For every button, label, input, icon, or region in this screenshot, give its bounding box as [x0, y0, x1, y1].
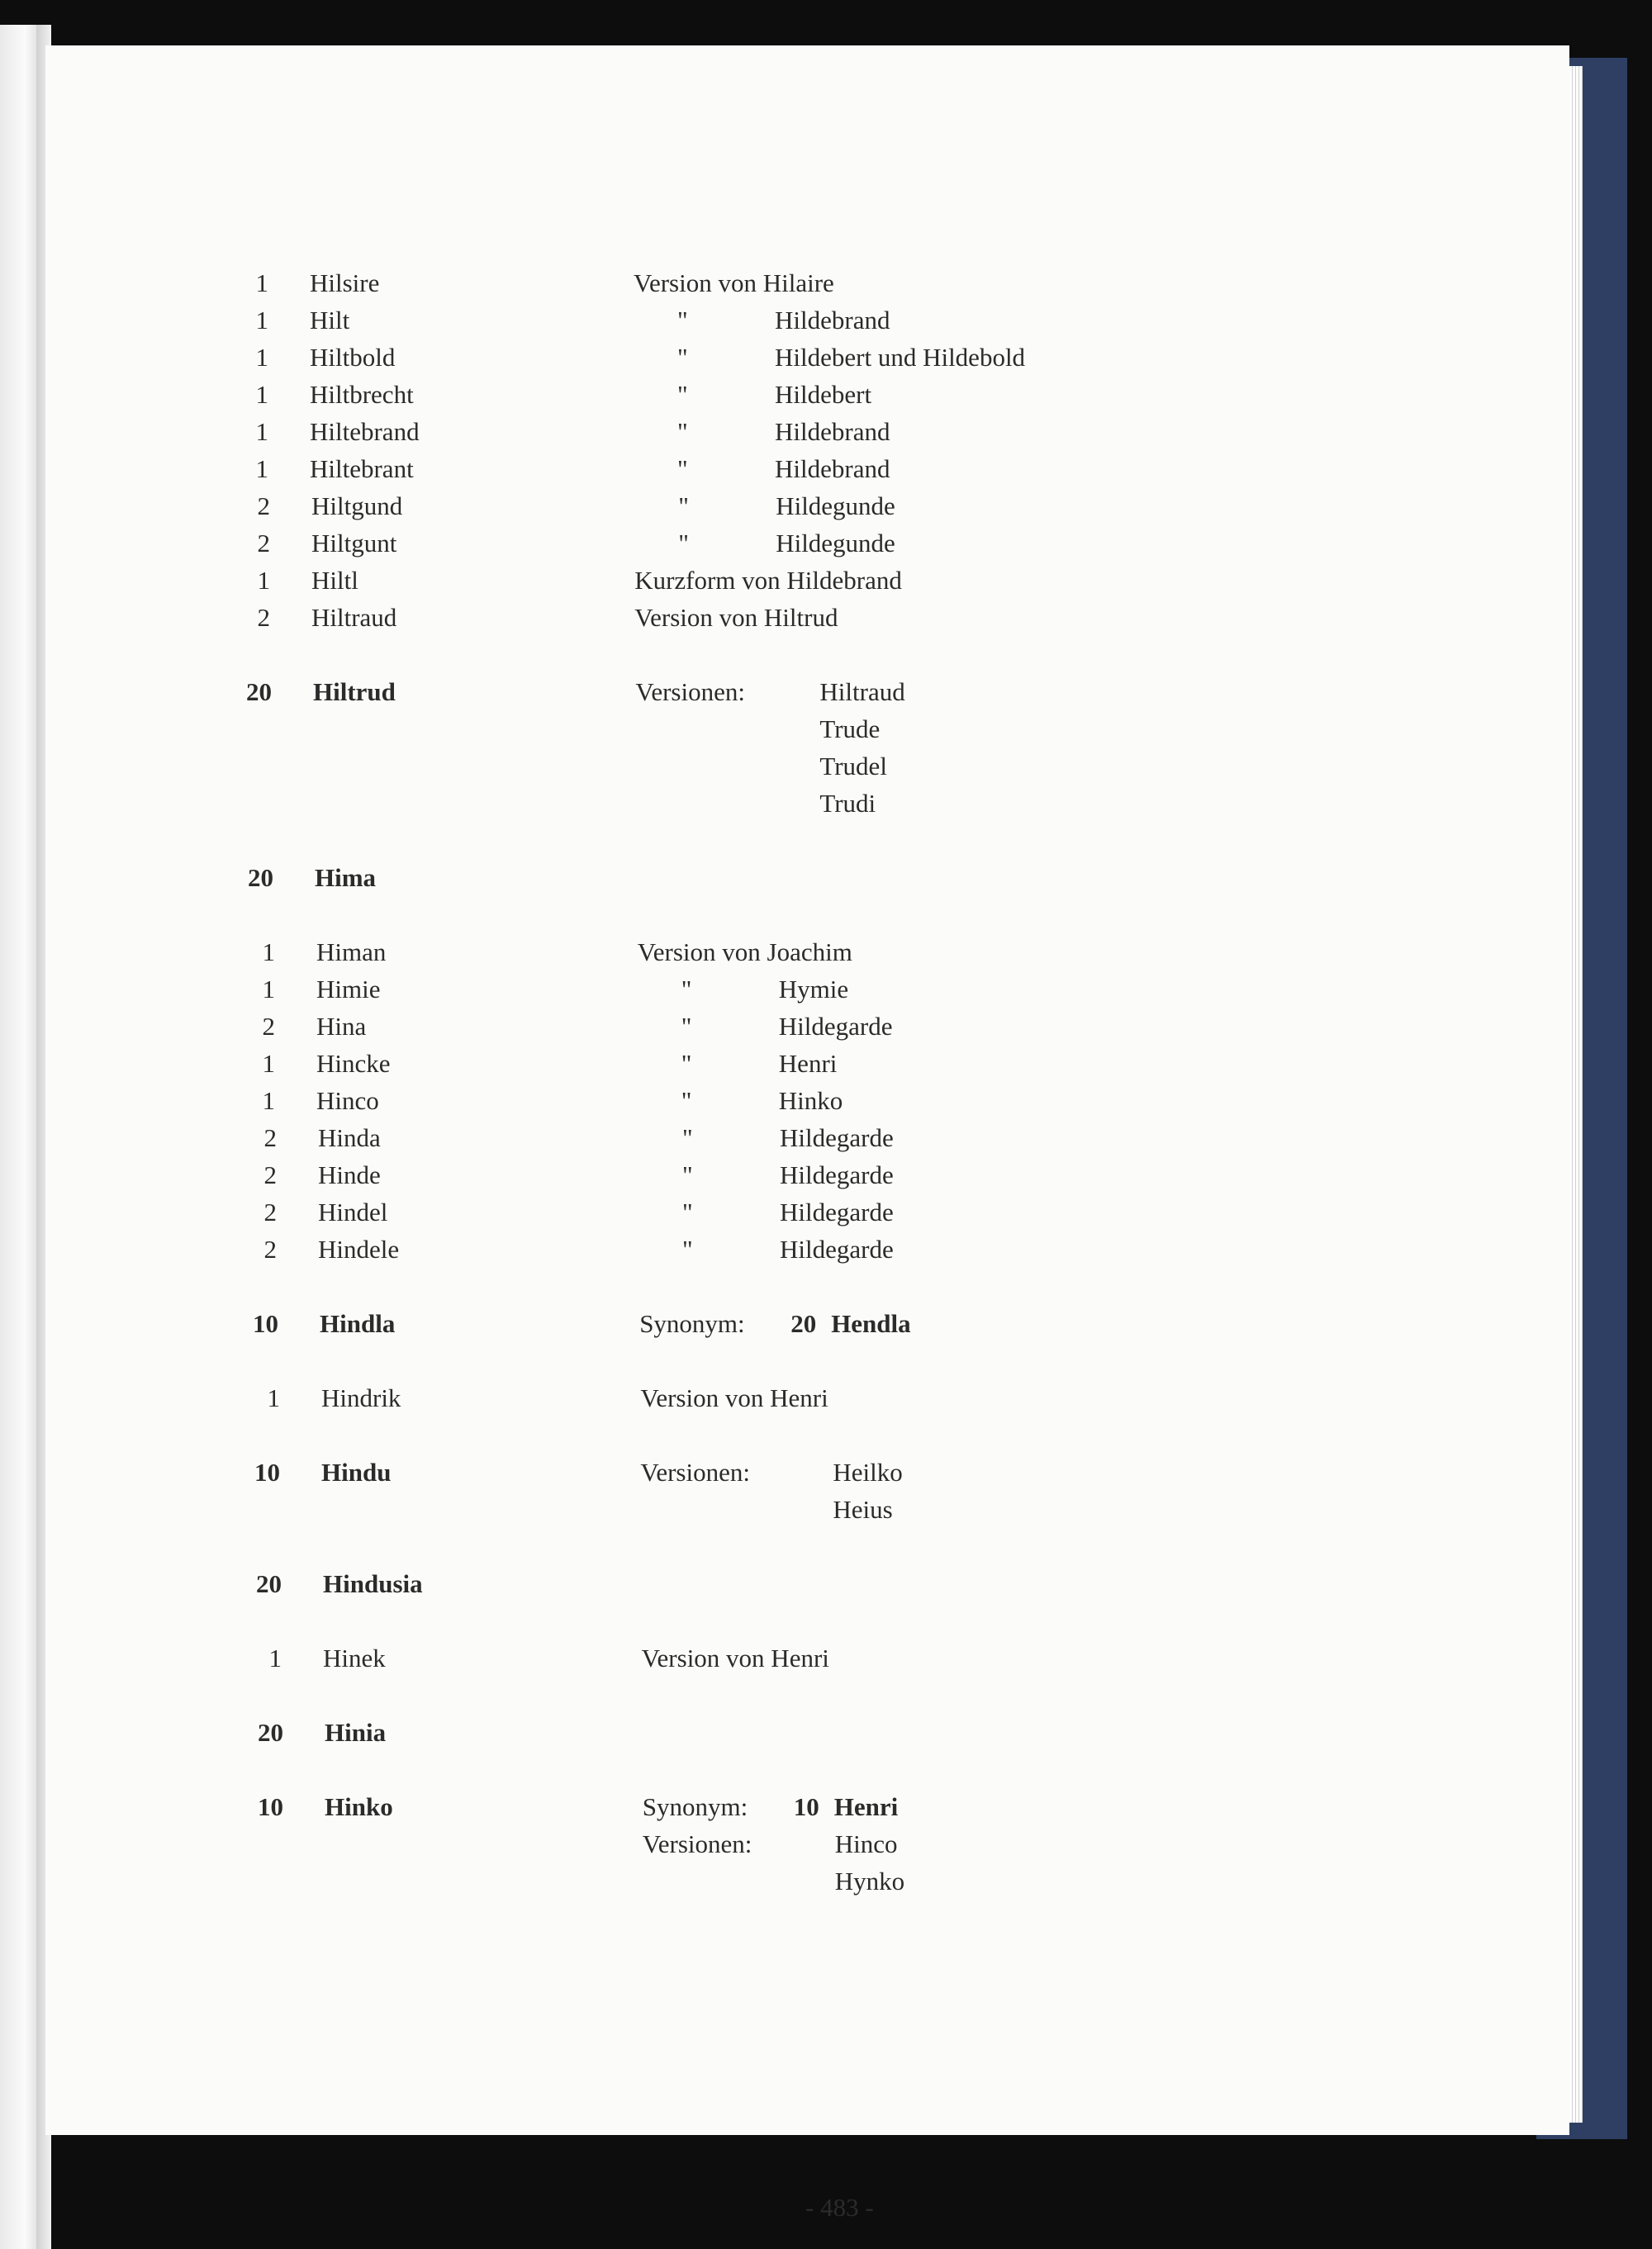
ditto-mark: " [677, 343, 688, 372]
entry-name: Hiltebrant [310, 454, 414, 483]
entry-count: 2 [257, 491, 270, 520]
entry-name: Hinia [325, 1718, 387, 1747]
entry-count: 20 [246, 677, 272, 706]
version-item: Trudi [819, 789, 876, 818]
synonym-name: Hendla [831, 1309, 911, 1338]
entry-relation: Hildegarde [778, 1012, 893, 1041]
entry-name: Hilsire [310, 268, 380, 297]
entry-count: 1 [255, 268, 268, 297]
entry-relation: Version von Henri [640, 1383, 828, 1412]
entry-name: Hiltl [311, 566, 358, 595]
entry-relation: Hildebrand [775, 306, 890, 335]
entry-relation: Hildegarde [780, 1235, 894, 1264]
entry-name: Hindele [318, 1235, 400, 1264]
ditto-mark: " [681, 1086, 692, 1115]
entry-name: Hinko [325, 1792, 393, 1821]
version-item: Heilko [833, 1458, 903, 1487]
entry-count: 1 [267, 1383, 280, 1412]
entry-count: 10 [253, 1309, 278, 1338]
version-item: Heius [833, 1495, 893, 1524]
entry-name: Hiltgunt [311, 529, 397, 558]
ditto-mark: " [678, 529, 689, 558]
ditto-mark: " [682, 1160, 693, 1189]
entry-count: 1 [255, 380, 268, 409]
entry-relation: Version von Hilaire [634, 268, 834, 297]
entry-name: Hiltrud [313, 677, 396, 706]
entry-relation: Hildebert und Hildebold [775, 343, 1026, 372]
entry-relation: Hildegarde [780, 1160, 894, 1189]
entry-relation: Hildebrand [775, 417, 890, 446]
entry-count: 1 [262, 1086, 275, 1115]
ditto-mark: " [677, 454, 688, 483]
entry-count: 20 [256, 1569, 282, 1598]
ditto-mark: " [677, 417, 688, 446]
entry-relation: Hinko [778, 1086, 843, 1115]
entry-count: 2 [263, 1235, 277, 1264]
entry-name: Hindusia [323, 1569, 423, 1598]
entry-name: Hinek [323, 1644, 386, 1673]
entry-relation: Hildebert [775, 380, 872, 409]
entry-count: 2 [257, 529, 270, 558]
entry-name: Hiltgund [311, 491, 403, 520]
entry-name: Hina [316, 1012, 367, 1041]
ditto-mark: " [682, 1235, 693, 1264]
entry-relation: Hildebrand [775, 454, 890, 483]
entry-count: 2 [257, 603, 270, 632]
entry-name: Himan [316, 937, 387, 966]
entry-count: 1 [255, 417, 268, 446]
ditto-mark: " [677, 380, 688, 409]
entry-name: Hindla [320, 1309, 396, 1338]
entry-name: Hindel [318, 1198, 388, 1227]
entry-relation: Kurzform von Hildebrand [634, 566, 902, 595]
entry-relation: Hildegunde [776, 491, 895, 520]
entry-name: Hinda [318, 1123, 381, 1152]
ditto-mark: " [681, 1049, 692, 1078]
entry-relation: Version von Joachim [637, 937, 852, 966]
entry-name: Hiltbrecht [310, 380, 414, 409]
entry-name: Hiltebrand [310, 417, 420, 446]
entry-name: Hima [315, 863, 377, 892]
entry-relation: Hildegunde [776, 529, 895, 558]
entry-relation: Hildegarde [780, 1123, 894, 1152]
page-number: - 483 - [805, 2193, 874, 2222]
entry-count: 1 [255, 454, 268, 483]
entry-name: Hincke [316, 1049, 391, 1078]
left-page-edge [0, 25, 41, 2249]
entry-name: Hindrik [321, 1383, 401, 1412]
version-item: Hiltraud [819, 677, 905, 706]
entry-count: 1 [262, 937, 275, 966]
entry-label: Versionen: [642, 1829, 752, 1858]
entry-count: 1 [262, 1049, 275, 1078]
entry-label: Synonym: [642, 1792, 748, 1821]
entry-count: 2 [263, 1160, 277, 1189]
entry-count: 1 [262, 975, 275, 1004]
version-item: Hynko [834, 1867, 905, 1896]
ditto-mark: " [682, 1123, 693, 1152]
ditto-mark: " [681, 975, 692, 1004]
entry-relation: Version von Henri [641, 1644, 829, 1673]
ditto-mark: " [678, 491, 689, 520]
entry-count: 10 [254, 1458, 280, 1487]
entry-relation: Hymie [778, 975, 849, 1004]
entry-name: Hilt [310, 306, 350, 335]
entry-count: 2 [263, 1123, 277, 1152]
entry-count: 10 [258, 1792, 283, 1821]
version-item: Trude [819, 714, 881, 743]
entry-name: Hiltraud [311, 603, 397, 632]
ditto-mark: " [681, 1012, 692, 1041]
version-item: Hinco [834, 1829, 898, 1858]
entry-relation: Henri [778, 1049, 838, 1078]
entry-relation: Version von Hiltrud [634, 603, 838, 632]
entry-name: Hinde [318, 1160, 381, 1189]
ditto-mark: " [677, 306, 688, 335]
entry-name: Hinco [316, 1086, 379, 1115]
book-page [45, 45, 1569, 2222]
entry-count: 2 [262, 1012, 275, 1041]
entry-name: Hindu [321, 1458, 392, 1487]
entry-count: 2 [263, 1198, 277, 1227]
entry-count: 1 [255, 343, 268, 372]
entry-label: Versionen: [640, 1458, 750, 1487]
synonym-count: 20 [790, 1309, 817, 1338]
entry-count: 1 [255, 306, 268, 335]
entry-count: 20 [248, 863, 273, 892]
synonym-name: Henri [833, 1792, 899, 1821]
entry-name: Himie [316, 975, 381, 1004]
entry-label: Versionen: [635, 677, 745, 706]
entry-name: Hiltbold [310, 343, 396, 372]
synonym-count: 10 [793, 1792, 819, 1821]
entry-relation: Hildegarde [780, 1198, 894, 1227]
ditto-mark: " [682, 1198, 693, 1227]
entry-count: 1 [268, 1644, 282, 1673]
entry-label: Synonym: [639, 1309, 745, 1338]
version-item: Trudel [819, 752, 887, 781]
entry-count: 1 [257, 566, 270, 595]
entry-count: 20 [258, 1718, 283, 1747]
